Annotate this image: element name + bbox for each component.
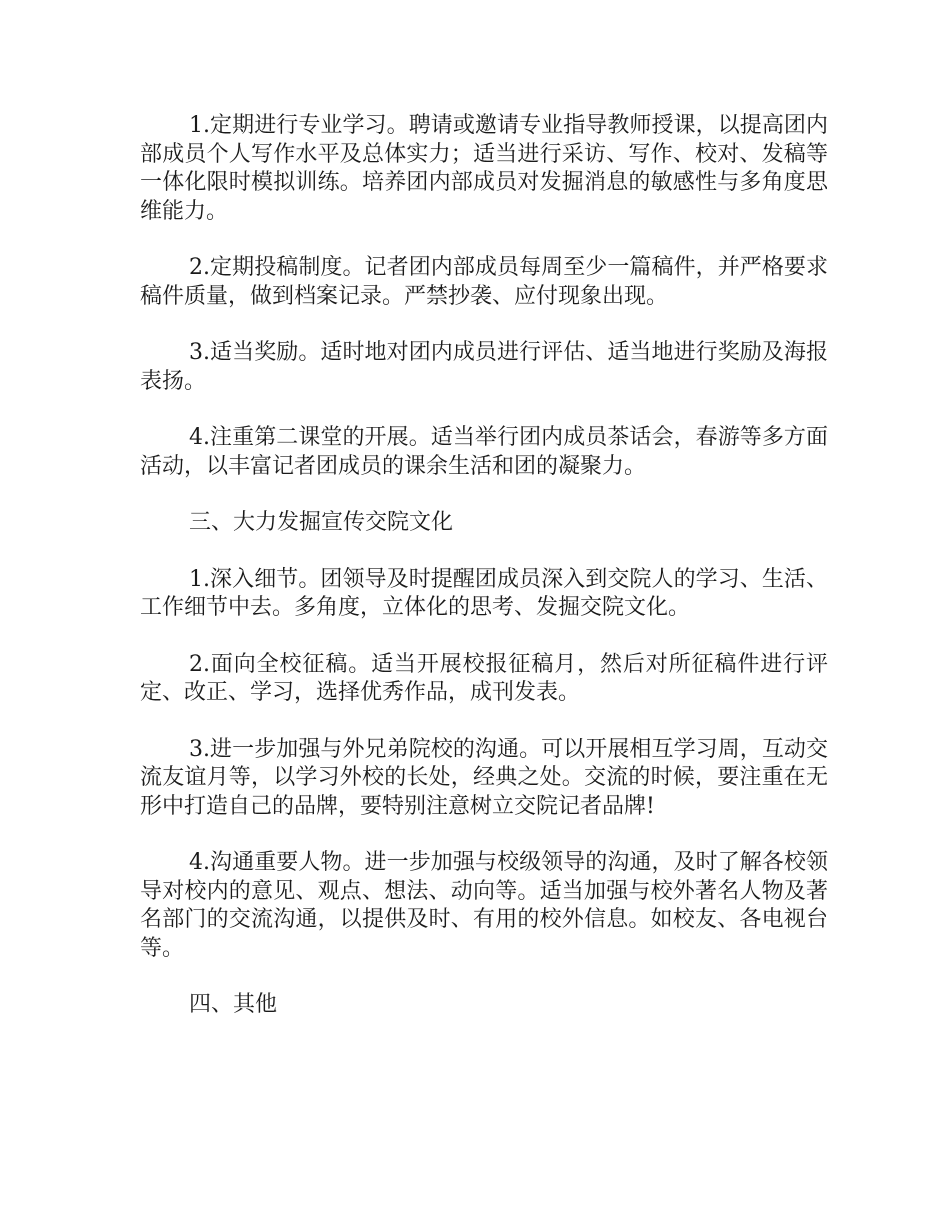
paragraph-submission: 2.定期投稿制度。记者团内部成员每周至少一篇稿件，并严格要求稿件质量，做到档案记录。严禁抄袭、应付现象出现。 <box>140 255 828 309</box>
paragraph-study: 1.定期进行专业学习。聘请或邀请专业指导教师授课，以提高团内部成员个人写作水平及总体实力；适当进行采访、写作、校对、发稿等一体化限时模拟训练。培养团内部成员对发掘消息的敏感性与多角度思维能力。 <box>140 113 828 224</box>
paragraph-reward: 3.适当奖励。适时地对团内成员进行评估、适当地进行奖励及海报表扬。 <box>140 340 828 394</box>
paragraph-second-classroom: 4.注重第二课堂的开展。适当举行团内成员茶话会，春游等多方面活动，以丰富记者团成员的课余生活和团的凝聚力。 <box>140 425 828 479</box>
paragraph-key-people: 4.沟通重要人物。进一步加强与校级领导的沟通，及时了解各校领导对校内的意见、观点、想法、动向等。适当加强与校外著名人物及著名部门的交流沟通，以提供及时、有用的校外信息。如校友、各电视台等。 <box>140 850 828 961</box>
section-heading-other: 四、其他 <box>189 992 278 1017</box>
section-heading-culture: 三、大力发掘宣传交院文化 <box>189 510 454 535</box>
paragraph-sister-schools: 3.进一步加强与外兄弟院校的沟通。可以开展相互学习周，互动交流友谊月等，以学习外校的长处，经典之处。交流的时候，要注重在无形中打造自己的品牌，要特别注意树立交院记者品牌! <box>140 736 828 819</box>
paragraph-details: 1.深入细节。团领导及时提醒团成员深入到交院人的学习、生活、工作细节中去。多角度，立体化的思考、发掘交院文化。 <box>140 566 828 620</box>
paragraph-call-for-papers: 2.面向全校征稿。适当开展校报征稿月，然后对所征稿件进行评定、改正、学习，选择优秀作品，成刊发表。 <box>140 651 828 705</box>
document-body <box>140 112 828 1048</box>
